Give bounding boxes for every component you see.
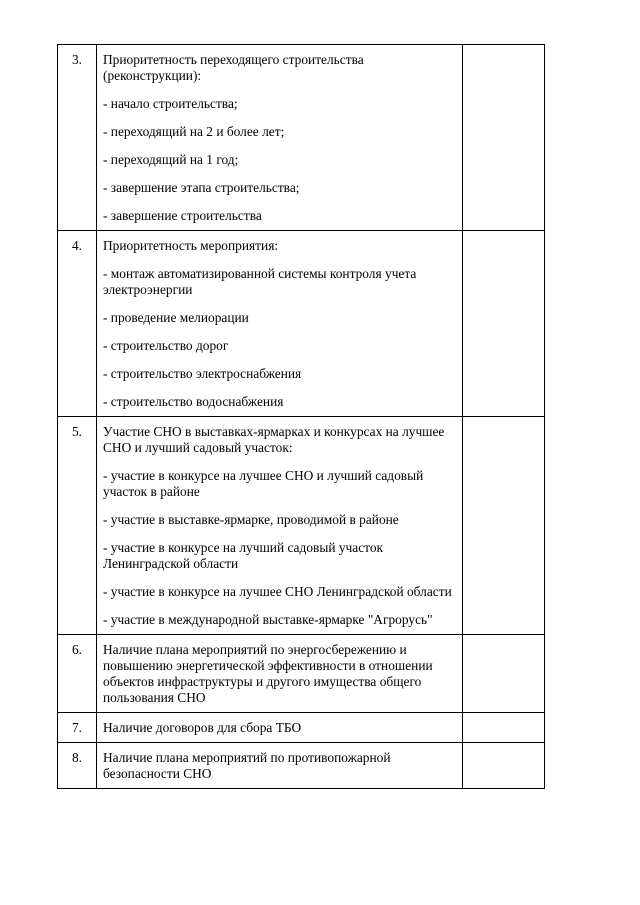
criterion-cell [97, 417, 463, 635]
score-cell [463, 45, 545, 231]
list-item [103, 366, 458, 382]
table-row [58, 635, 545, 713]
score-cell [463, 231, 545, 417]
score-cell [463, 713, 545, 743]
item-text: - участие в конкурсе на лучший садовый участок Ленинградской области [103, 540, 384, 571]
item-text: - участие в конкурсе на лучшее СНО и лучший садовый участок в районе [103, 468, 424, 499]
table-row [58, 231, 545, 417]
item-text: - участие в конкурсе на лучшее СНО Ленинградской области [103, 584, 452, 599]
item-text: - завершение строительства [103, 208, 262, 223]
row-number: 8. [58, 743, 97, 789]
criterion-title: Приоритетность мероприятия: [103, 238, 279, 253]
row-number: 7. [58, 713, 97, 743]
criterion-title: Наличие плана мероприятий по энергосбережению и повышению энергетической эффективности в отношении объектов инфраструктуры и другого имущества общего пользования СНО [103, 642, 433, 705]
item-text: - переходящий на 1 год; [103, 152, 239, 167]
table-row [58, 45, 545, 231]
list-item [103, 512, 458, 528]
criterion-title: Наличие плана мероприятий по противопожарной безопасности СНО [103, 750, 391, 781]
list-item [103, 612, 458, 628]
row-number: 6. [58, 635, 97, 713]
item-text: - участие в международной выставке-ярмарке "Агрорусь" [103, 612, 433, 627]
criterion-cell [97, 635, 463, 713]
item-text: - переходящий на 2 и более лет; [103, 124, 285, 139]
item-text: - начало строительства; [103, 96, 238, 111]
score-cell [463, 417, 545, 635]
item-text: - участие в выставке-ярмарке, проводимой в районе [103, 512, 399, 527]
list-item [103, 584, 458, 600]
list-item [103, 540, 458, 572]
table-row [58, 743, 545, 789]
criterion-title: Участие СНО в выставках-ярмарках и конкурсах на лучшее СНО и лучший садовый участок: [103, 424, 445, 455]
item-text: - проведение мелиорации [103, 310, 249, 325]
criteria-table-body [58, 45, 545, 789]
list-item [103, 394, 458, 410]
list-item [103, 338, 458, 354]
criterion-cell [97, 45, 463, 231]
list-item [103, 266, 458, 298]
list-item [103, 152, 458, 168]
item-text: - строительство электроснабжения [103, 366, 302, 381]
criteria-table [57, 44, 545, 789]
list-item [103, 208, 458, 224]
row-number: 3. [58, 45, 97, 231]
table-row [58, 713, 545, 743]
row-number: 5. [58, 417, 97, 635]
criterion-title: Приоритетность переходящего строительства (реконструкции): [103, 52, 364, 83]
list-item [103, 96, 458, 112]
score-cell [463, 743, 545, 789]
criterion-title: Наличие договоров для сбора ТБО [103, 720, 302, 735]
row-number: 4. [58, 231, 97, 417]
criterion-cell [97, 743, 463, 789]
criterion-cell [97, 231, 463, 417]
score-cell [463, 635, 545, 713]
list-item [103, 124, 458, 140]
list-item [103, 468, 458, 500]
item-text: - строительство водоснабжения [103, 394, 284, 409]
list-item [103, 310, 458, 326]
item-text: - монтаж автоматизированной системы контроля учета электроэнергии [103, 266, 417, 297]
table-row [58, 417, 545, 635]
list-item [103, 180, 458, 196]
criterion-cell [97, 713, 463, 743]
item-text: - строительство дорог [103, 338, 229, 353]
item-text: - завершение этапа строительства; [103, 180, 300, 195]
